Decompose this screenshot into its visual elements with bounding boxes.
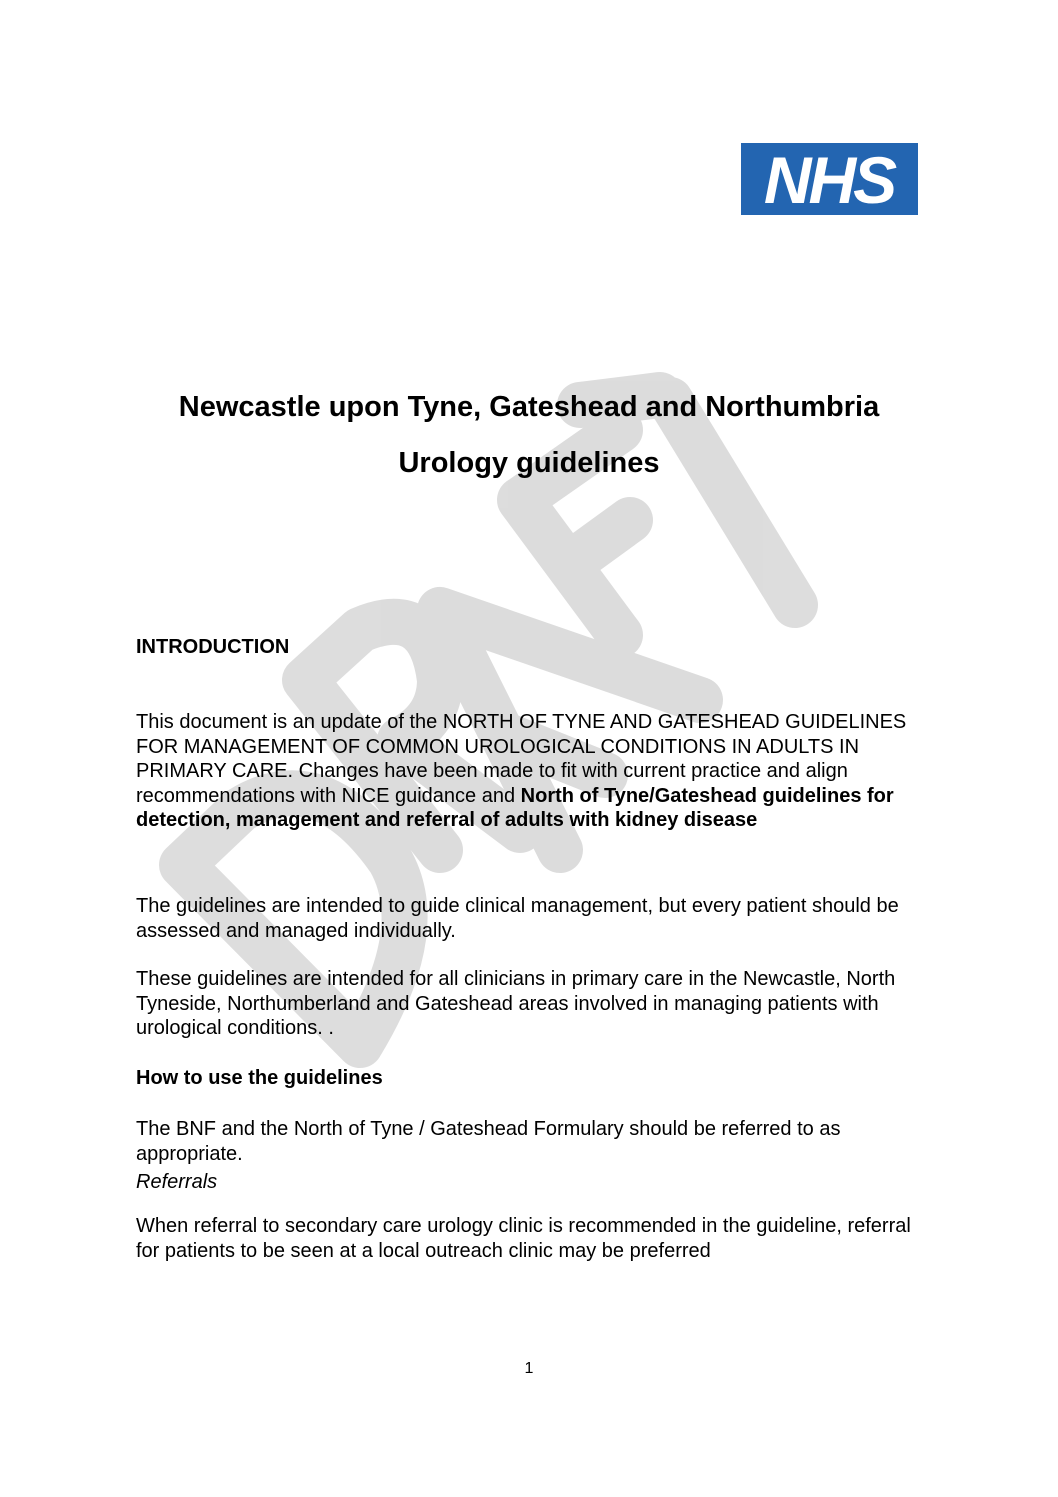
how-to-use-text: The BNF and the North of Tyne / Gateshead Formulary should be referred to as appropriate. xyxy=(136,1118,841,1165)
svg-text:NHS: NHS xyxy=(763,143,895,215)
referrals-heading: Referrals xyxy=(136,1171,218,1193)
nhs-logo xyxy=(741,143,918,215)
introduction-text: This document is an update of the NORTH OF TYNE AND GATESHEAD GUIDELINES FOR MANAGEMENT OF COMMON UROLOGICAL CONDITIONS IN ADULTS IN PRIMARY CARE. Changes have been made to fit with current practice and align recommendations with NICE guidance and xyxy=(136,711,907,807)
how-to-use-heading: How to use the guidelines xyxy=(136,1067,383,1089)
watermark-letter-t xyxy=(580,395,795,605)
kidney-guidelines-reference: North of Tyne/Gateshead guidelines for detection, management and referral of adults with kidney disease xyxy=(136,784,894,831)
document-title-line-2: Urology guidelines xyxy=(398,447,660,479)
page-number: 1 xyxy=(524,1360,534,1377)
document-title-line-1: Newcastle upon Tyne, Gateshead and Northumbria xyxy=(178,391,880,423)
introduction-heading: INTRODUCTION xyxy=(136,636,290,658)
introduction-paragraph xyxy=(136,710,936,833)
audience-paragraph: These guidelines are intended for all clinicians in primary care in the Newcastle, North Tyneside, Northumberland and Gateshead areas involved in managing patients with urological conditions. . xyxy=(136,968,896,1039)
referrals-text: When referral to secondary care urology clinic is recommended in the guideline, referral for patients to be seen at a local outreach clinic may be preferred xyxy=(136,1215,911,1262)
guidance-paragraph: The guidelines are intended to guide clinical management, but every patient should be assessed and managed individually. xyxy=(136,895,899,942)
